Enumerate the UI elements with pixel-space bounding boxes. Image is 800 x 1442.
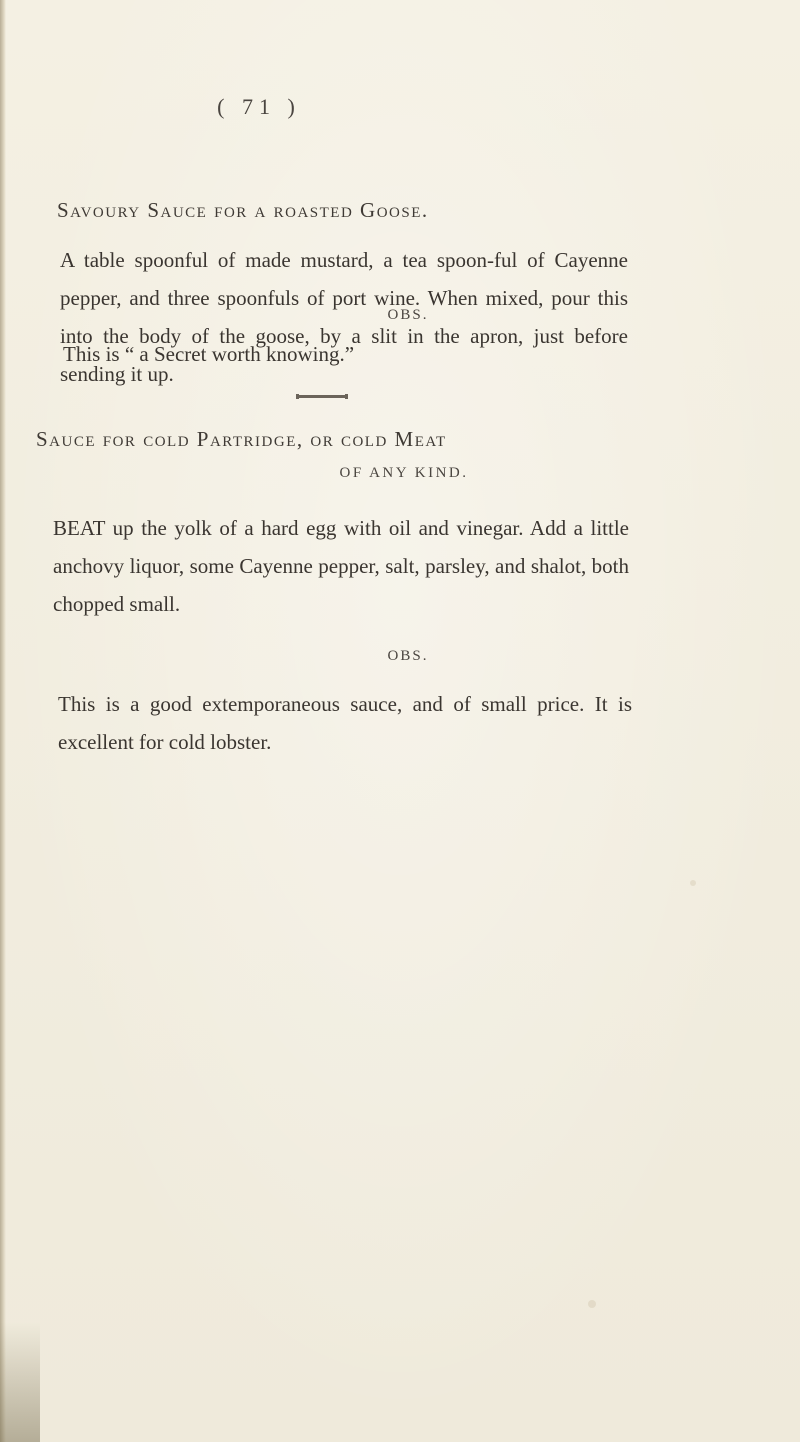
page-spine-edge [0, 0, 6, 1442]
obs-heading: OBS. [387, 648, 429, 664]
obs-note-partridge-sauce: This is a good extemporaneous sauce, and of small price. It is excellent for cold lobster. [58, 692, 632, 754]
recipe-title-goose-sauce: Savoury Sauce for a roasted Goose. [57, 198, 429, 222]
recipe-body-partridge-sauce: BEAT up the yolk of a hard egg with oil and vinegar. Add a little anchovy liquor, some Cayenne pepper, salt, parsley, and shalot, both chopped small. [53, 516, 629, 616]
page-number: ( 71 ) [217, 94, 301, 119]
foxing-spot [690, 880, 696, 886]
obs-heading: OBS. [387, 307, 429, 323]
recipe-body-goose-sauce: A table spoonful of made mustard, a tea spoon-ful of Cayenne pepper, and three spoonfuls of port wine. When mixed, pour this into the body of the goose, by a slit in the apron, just before sending it up. [60, 248, 628, 386]
obs-note-goose-sauce: This is “ a Secret worth knowing.” [63, 342, 355, 366]
section-divider [297, 395, 347, 398]
page-stain [0, 1322, 40, 1442]
recipe-title-partridge-sauce: Sauce for cold Partridge, or cold Meat [36, 427, 447, 451]
recipe-subtitle-partridge-sauce: OF ANY KIND. [339, 465, 469, 481]
foxing-spot [588, 1300, 596, 1308]
